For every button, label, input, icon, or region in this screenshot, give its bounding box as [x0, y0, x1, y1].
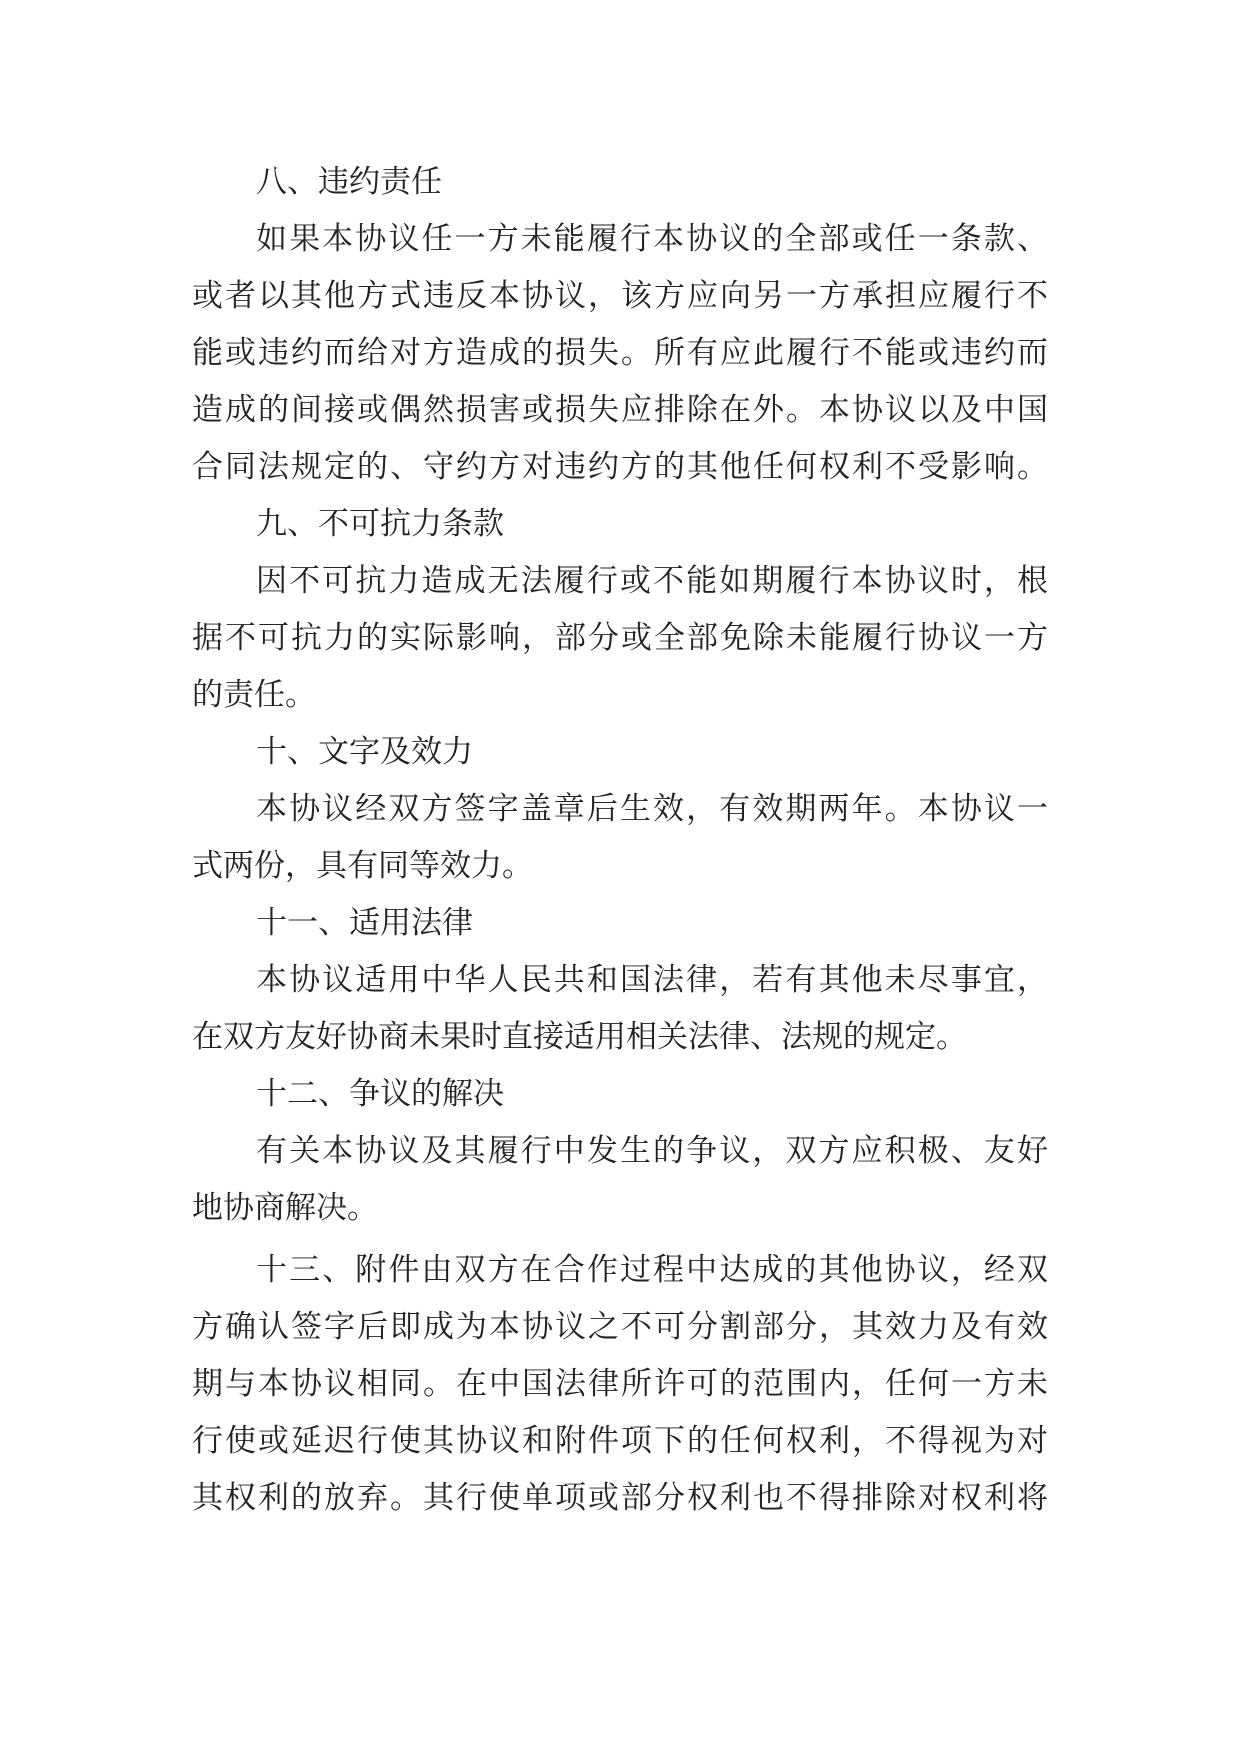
paragraph-line: 在双方友好协商未果时直接适用相关法律、法规的规定。: [192, 1019, 967, 1055]
paragraph-line: 能或违约而给对方造成的损失。所有应此履行不能或违约而: [192, 335, 1048, 371]
paragraph-line: 本协议经双方签字盖章后生效，有效期两年。本协议一: [256, 791, 1048, 827]
section-heading-dispute-resolution: 十二、争议的解决: [256, 1076, 504, 1112]
paragraph-line: 方确认签字后即成为本协议之不可分割部分，其效力及有效: [192, 1309, 1048, 1345]
paragraph-line: 合同法规定的、守约方对违约方的其他任何权利不受影响。: [192, 449, 1048, 485]
paragraph-line: 的责任。: [192, 677, 316, 713]
paragraph-line: 其权利的放弃。其行使单项或部分权利也不得排除对权利将: [192, 1480, 1048, 1516]
paragraph-line: 因不可抗力造成无法履行或不能如期履行本协议时，根: [256, 563, 1048, 599]
paragraph-line: 据不可抗力的实际影响，部分或全部免除未能履行协议一方: [192, 620, 1048, 656]
section-heading-force-majeure: 九、不可抗力条款: [256, 506, 504, 542]
paragraph-line: 本协议适用中华人民共和国法律，若有其他未尽事宜，: [256, 962, 1048, 998]
paragraph-line: 造成的间接或偶然损害或损失应排除在外。本协议以及中国: [192, 392, 1048, 428]
section-heading-attachments: 十三、附件由双方在合作过程中达成的其他协议，经双: [256, 1252, 1048, 1288]
paragraph-line: 式两份，具有同等效力。: [192, 848, 533, 884]
paragraph-line: 如果本协议任一方未能履行本协议的全部或任一条款、: [256, 221, 1048, 257]
section-heading-text-and-validity: 十、文字及效力: [256, 734, 473, 770]
section-heading-applicable-law: 十一、适用法律: [256, 905, 473, 941]
paragraph-line: 有关本协议及其履行中发生的争议，双方应积极、友好: [256, 1133, 1048, 1169]
paragraph-line: 或者以其他方式违反本协议，该方应向另一方承担应履行不: [192, 278, 1048, 314]
paragraph-line: 期与本协议相同。在中国法律所许可的范围内，任何一方未: [192, 1366, 1048, 1402]
section-heading-breach-liability: 八、违约责任: [256, 164, 442, 200]
paragraph-line: 行使或延迟行使其协议和附件项下的任何权利，不得视为对: [192, 1423, 1048, 1459]
paragraph-line: 地协商解决。: [192, 1190, 378, 1226]
